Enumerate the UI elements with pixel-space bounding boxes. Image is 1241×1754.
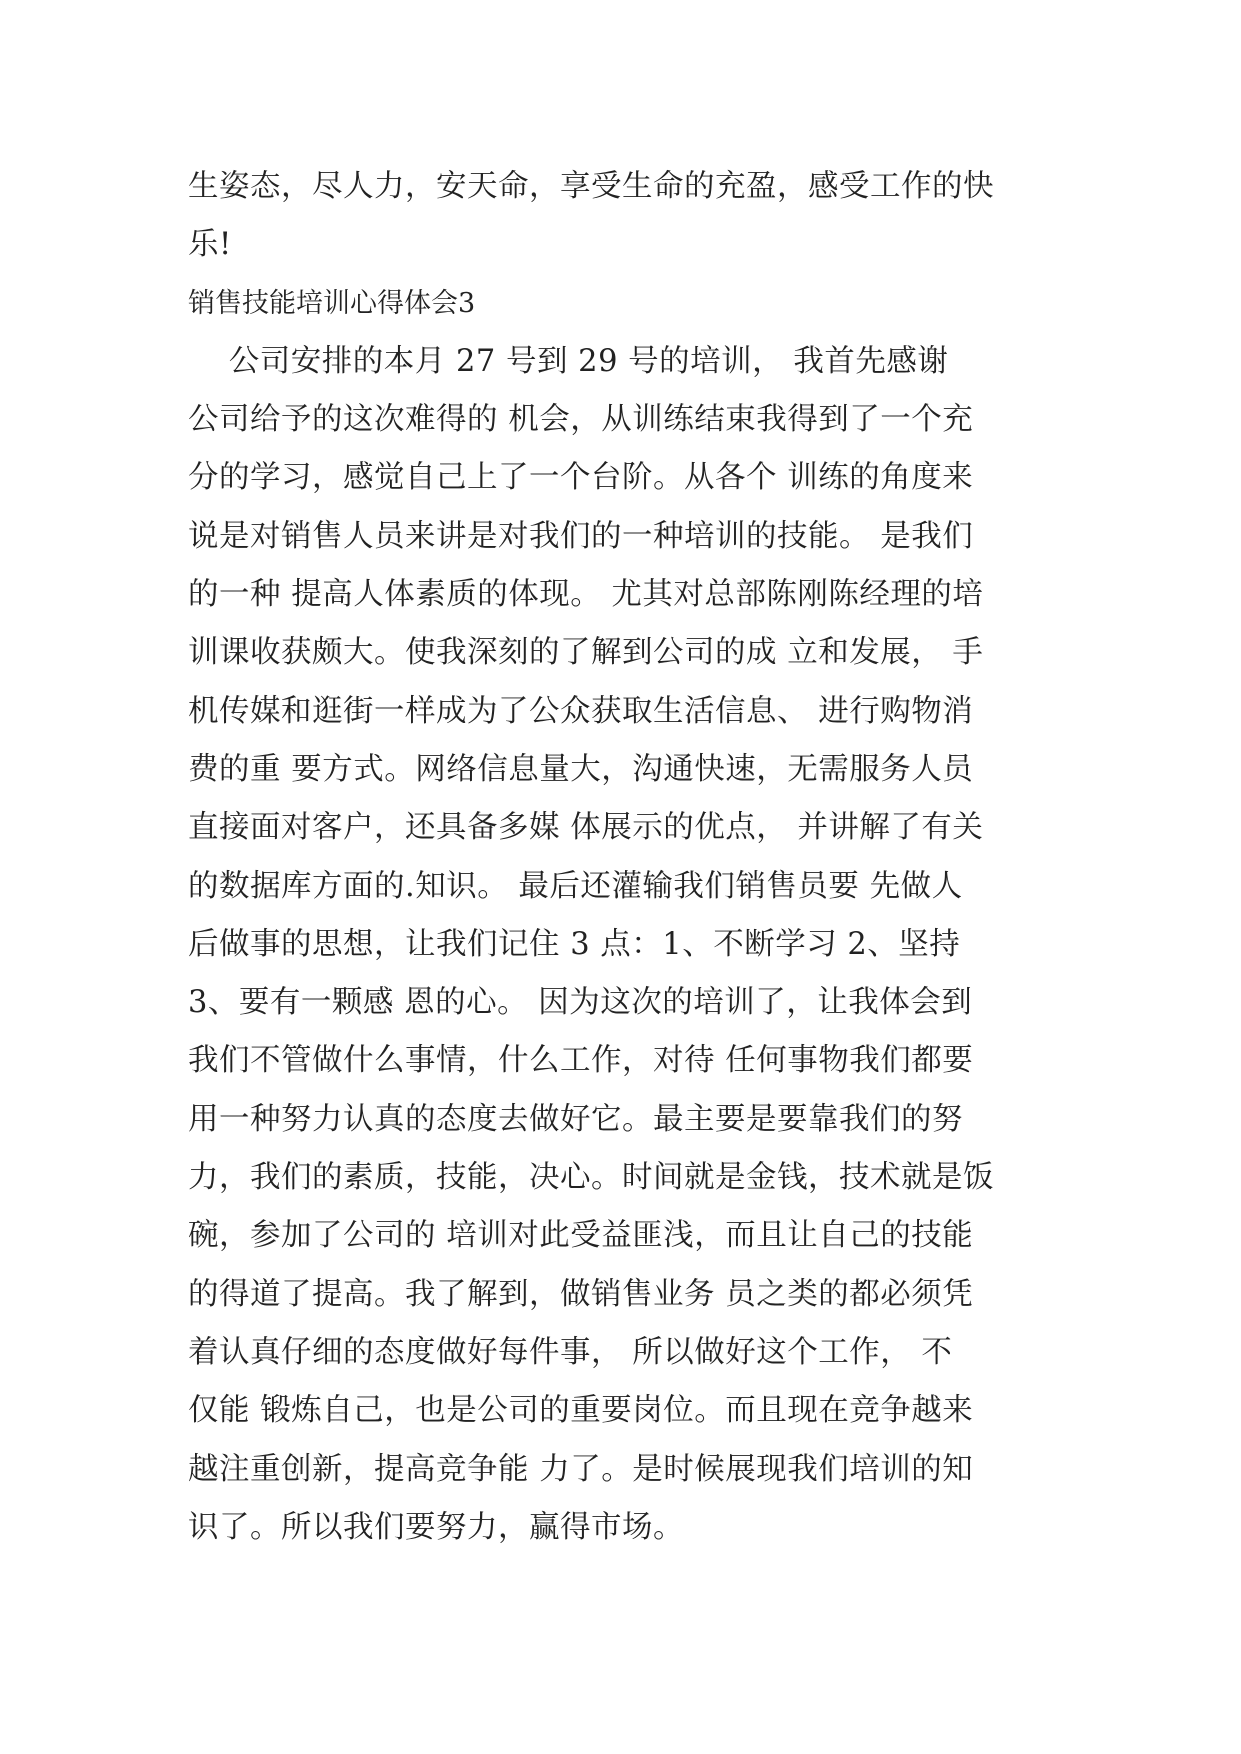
text-line: 分的学习，感觉自己上了一个台阶。从各个 训练的角度来 <box>188 460 974 496</box>
text-line: 说是对销售人员来讲是对我们的一种培训的技能。 是我们 <box>188 518 974 554</box>
text-line: 的数据库方面的.知识。 最后还灌输我们销售员要 先做人 <box>188 868 963 904</box>
text-line: 的得道了提高。我了解到，做销售业务 员之类的都必须凭 <box>188 1276 974 1312</box>
text-line: 公司给予的这次难得的 机会，从训练结束我得到了一个充 <box>188 402 974 438</box>
text-line: 我们不管做什么事情，什么工作，对待 任何事物我们都要 <box>188 1043 974 1079</box>
section-heading: 销售技能培训心得体会3 <box>188 287 476 319</box>
text-line: 仅能 锻炼自己，也是公司的重要岗位。而且现在竞争越来 <box>188 1393 974 1429</box>
text-line: 越注重创新，提高竞争能 力了。是时候展现我们培训的知 <box>188 1451 974 1487</box>
text-line: 用一种努力认真的态度去做好它。最主要是要靠我们的努 <box>188 1101 963 1137</box>
text-line: 后做事的思想，让我们记住 3 点：1、不断学习 2、坚持 <box>188 926 961 962</box>
text-line: 生姿态，尽人力，安天命，享受生命的充盈，感受工作的快 <box>188 169 994 204</box>
text-line: 的一种 提高人体素质的体现。 尤其对总部陈刚陈经理的培 <box>188 577 984 613</box>
document-body <box>188 158 1054 1557</box>
text-line: 乐! <box>188 227 232 263</box>
text-line: 3、要有一颗感 恩的心。 因为这次的培训了，让我体会到 <box>188 985 973 1021</box>
text-line: 识了。所以我们要努力，赢得市场。 <box>188 1509 684 1545</box>
text-line: 碗，参加了公司的 培训对此受益匪浅，而且让自己的技能 <box>188 1218 974 1254</box>
text-line: 直接面对客户，还具备多媒 体展示的优点， 并讲解了有关 <box>188 810 984 846</box>
text-line: 力，我们的素质，技能，决心。时间就是金钱，技术就是饭 <box>188 1160 994 1196</box>
text-line: 机传媒和逛街一样成为了公众获取生活信息、 进行购物消 <box>188 693 974 729</box>
text-line: 训课收获颇大。使我深刻的了解到公司的成 立和发展， 手 <box>188 635 984 671</box>
paragraph-first-line: 公司安排的本月 27 号到 29 号的培训， 我首先感谢 <box>188 343 949 379</box>
text-line: 着认真仔细的态度做好每件事， 所以做好这个工作， 不 <box>188 1334 953 1370</box>
text-line: 费的重 要方式。网络信息量大，沟通快速，无需服务人员 <box>188 751 974 787</box>
